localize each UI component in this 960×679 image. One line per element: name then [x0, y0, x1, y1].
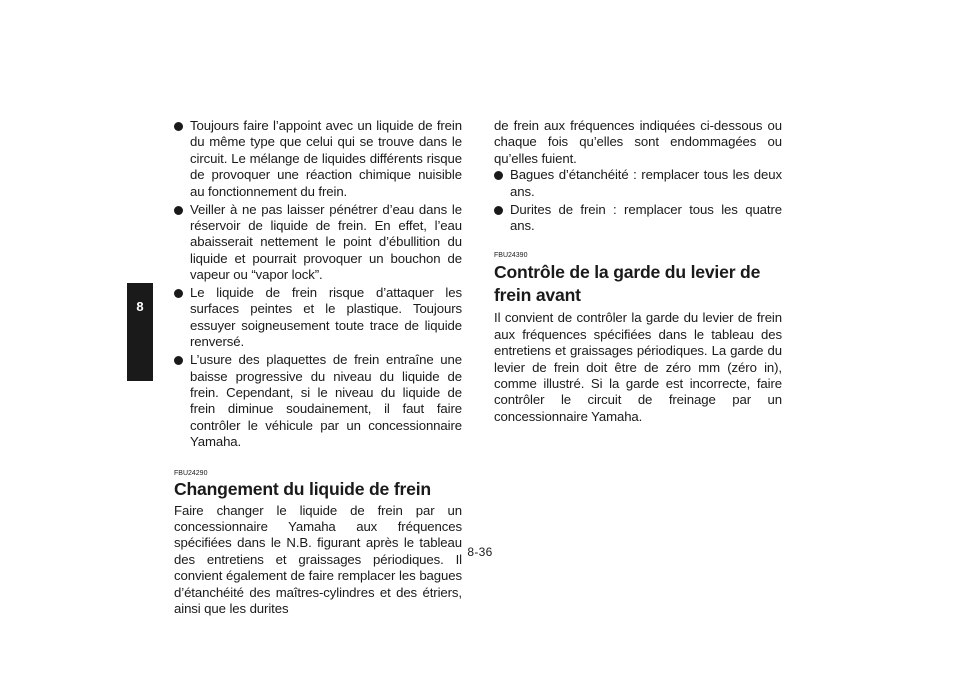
section-code: FBU24390 — [494, 252, 528, 260]
list-item: Bagues d’étanchéité : remplacer tous les deux ans. — [494, 167, 782, 200]
left-column — [174, 118, 462, 617]
bullet-icon — [494, 206, 503, 215]
bullet-icon — [174, 356, 183, 365]
list-item: Durites de frein : remplacer tous les quatre ans. — [494, 202, 782, 235]
replacement-interval-list — [494, 167, 782, 234]
section-body: Faire changer le liquide de frein par un concessionnaire Yamaha aux fréquences spécifiées dans le N.B. figurant après le tableau des entretiens et graissages périodiques. Il convient également de faire remplacer les bagues d’étanchéité des maîtres-cylindres et des étriers, ainsi que les durites — [174, 502, 462, 617]
brake-lever-play-section — [494, 252, 782, 425]
chapter-tab — [127, 283, 153, 381]
bullet-icon — [494, 171, 503, 180]
brake-fluid-warnings-list — [174, 118, 462, 451]
list-item: L’usure des plaquettes de frein entraîne une baisse progressive du niveau du liquide de frein. Cependant, si le niveau du liquide de frein diminue soudainement, il faut faire contrôler le véhicule par un concessionnaire Yamaha. — [174, 352, 462, 450]
bullet-icon — [174, 206, 183, 215]
bullet-icon — [174, 122, 183, 131]
right-column — [494, 118, 782, 425]
list-item: Veiller à ne pas laisser pénétrer d’eau dans le réservoir de liquide de frein. En effet, l’eau abaisserait nettement le point d’ébullition du liquide et pourrait provoquer un bouchon de vapeur ou “vapor lock”. — [174, 202, 462, 284]
section-title: Contrôle de la garde du levier de frein avant — [494, 262, 761, 306]
page-number: 8-36 — [467, 545, 493, 559]
section-code: FBU24290 — [174, 469, 208, 477]
chapter-number: 8 — [136, 299, 144, 314]
bullet-icon — [174, 289, 183, 298]
section-body: Il convient de contrôler la garde du levier de frein aux fréquences spécifiées dans le tableau des entretiens et graissages périodiques. La garde du levier de frein doit être de zéro mm (zéro in), comme illustré. Si la garde est incorrecte, faire contrôler le circuit de freinage par un concessionnaire Yamaha. — [494, 310, 782, 424]
section-title: Changement du liquide de frein — [174, 478, 431, 499]
list-item: Le liquide de frein risque d’attaquer les surfaces peintes et le plastique. Toujours essuyer soigneusement toute trace de liquide renversé. — [174, 285, 462, 351]
brake-fluid-change-section — [174, 470, 462, 618]
list-item: Toujours faire l’appoint avec un liquide de frein du même type que celui qui se trouve dans le circuit. Le mélange de liquides différents risque de provoquer une réaction chimique nuisible au fonctionnement du frein. — [174, 118, 462, 200]
continuation-text: de frein aux fréquences indiquées ci-dessous ou chaque fois qu’elles sont endommagées ou qu’elles fuient. — [494, 118, 782, 166]
